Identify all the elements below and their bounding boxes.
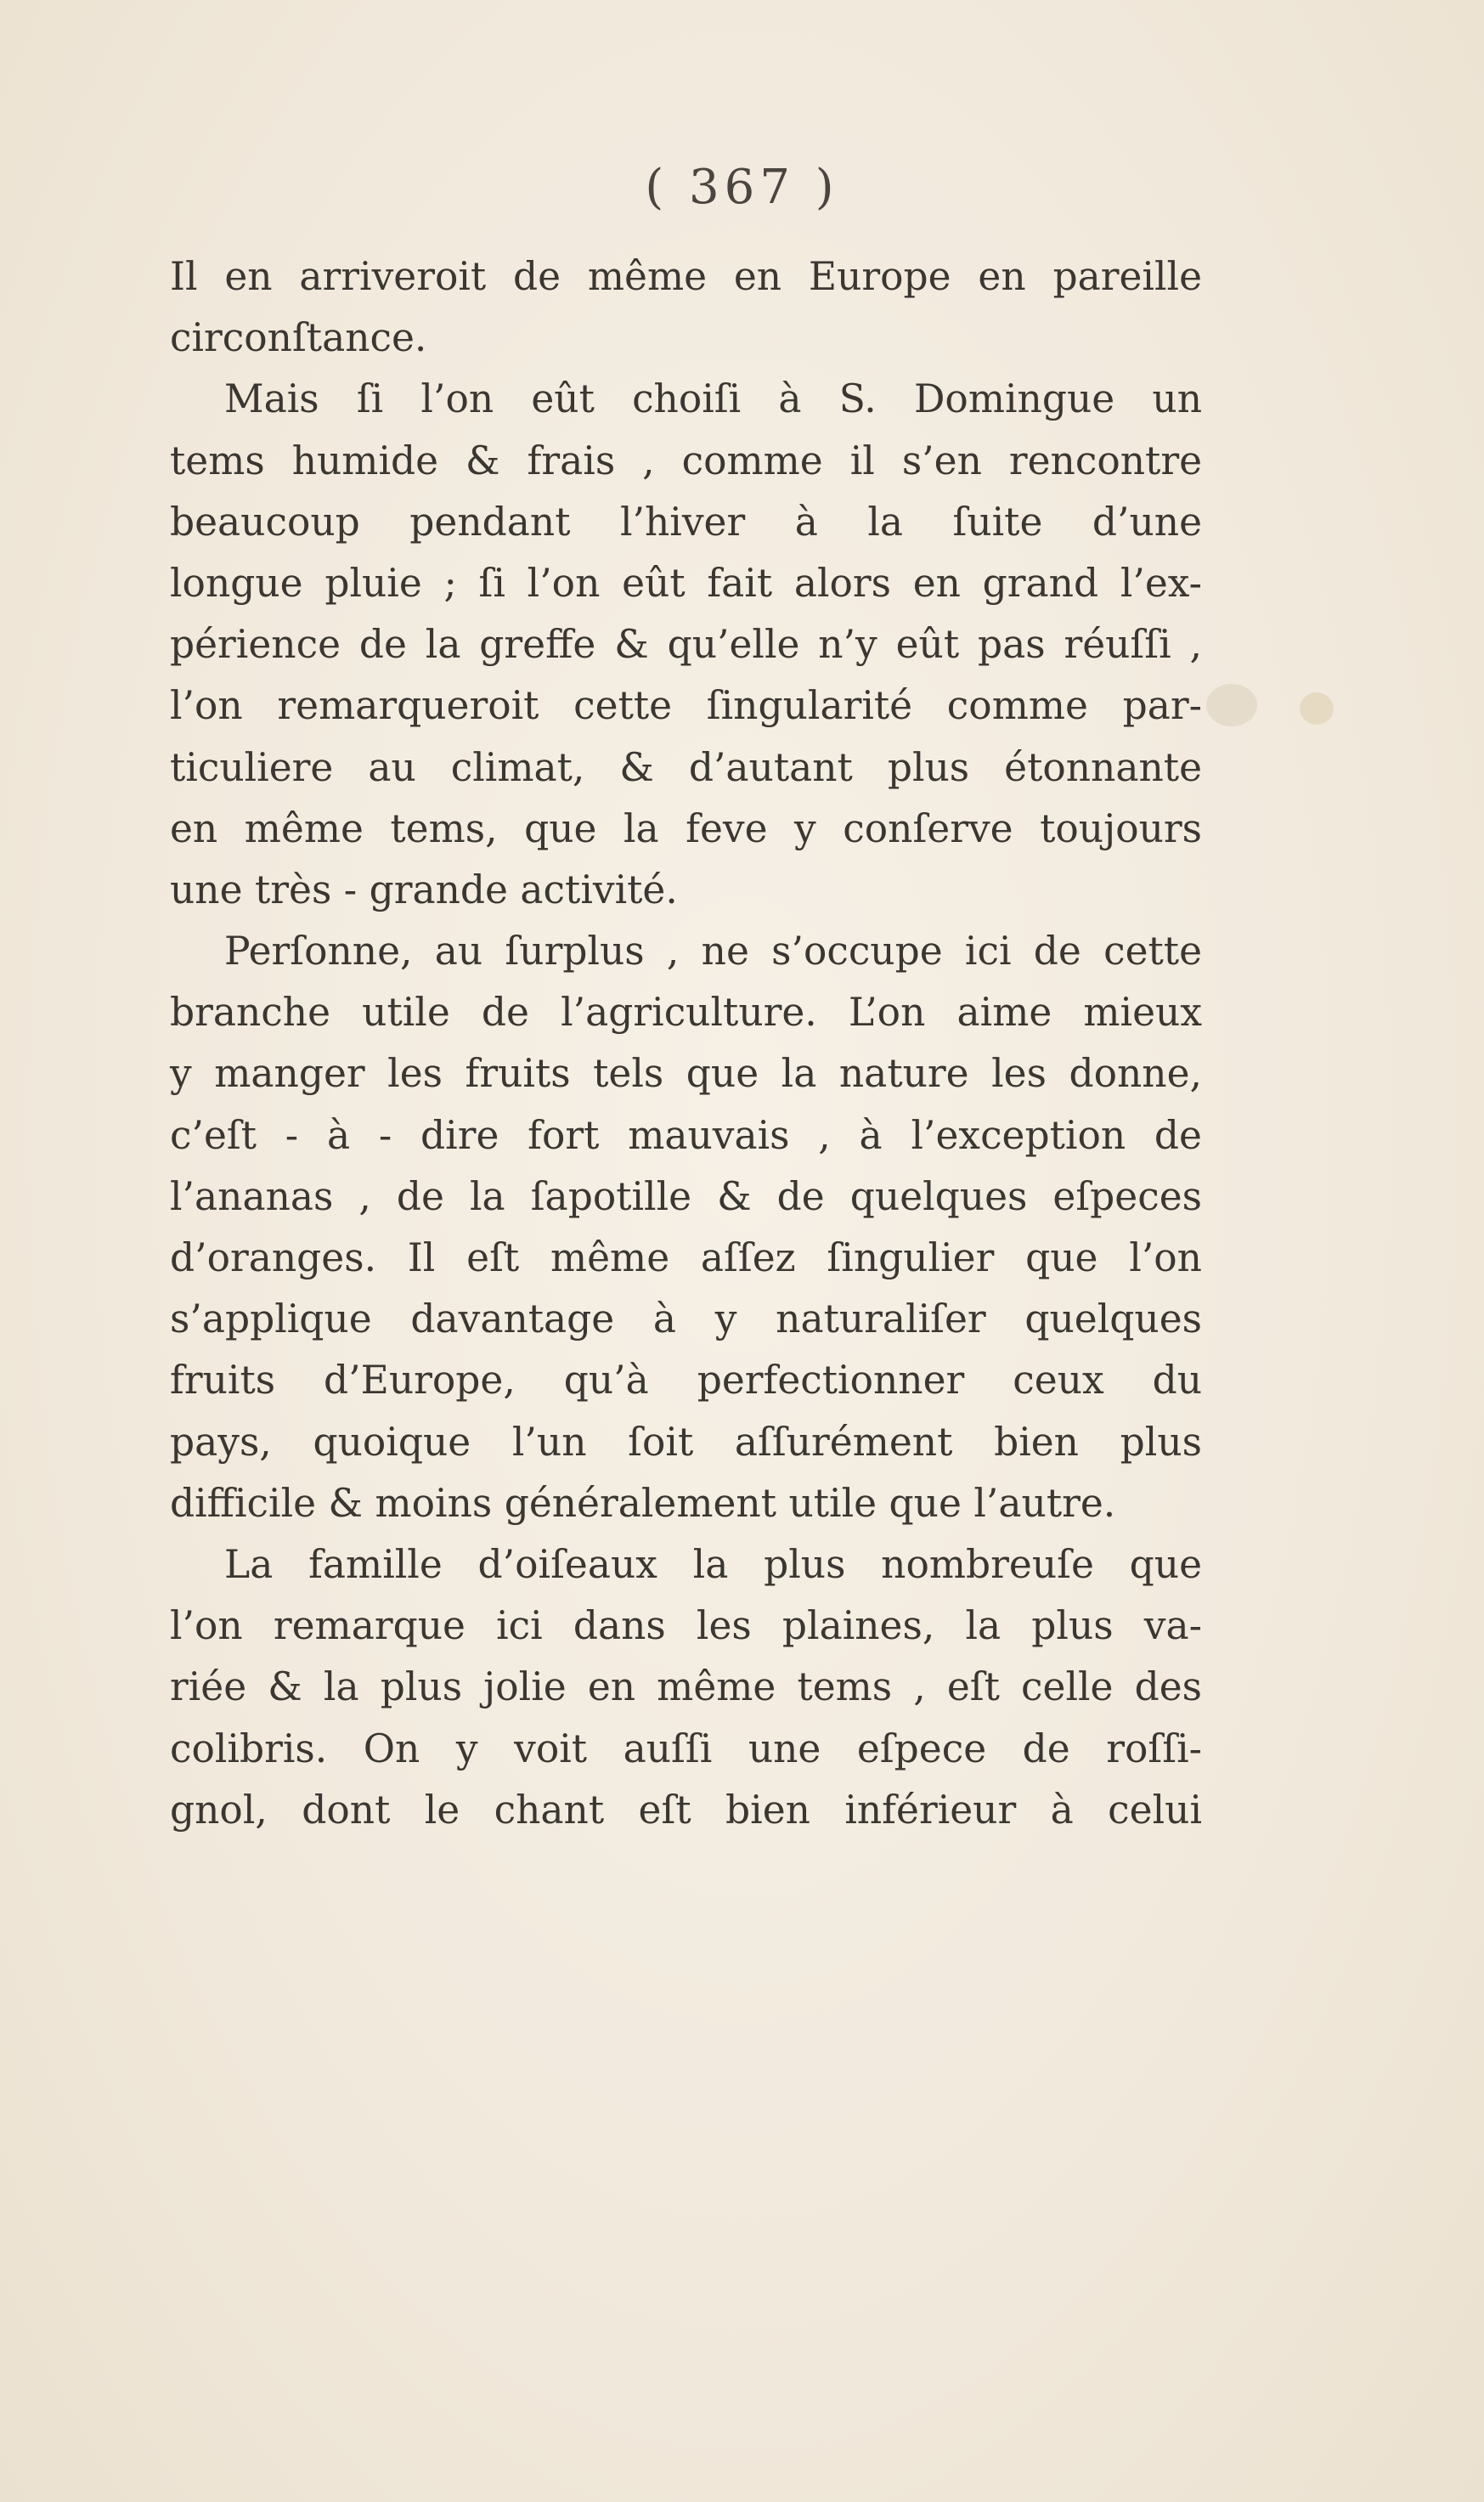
text-line: ticuliere au climat, & d’autant plus étonnante bbox=[170, 744, 1202, 790]
text-line: gnol, dont le chant eſt bien inférieur à celui bbox=[170, 1787, 1202, 1833]
text-line: une très - grande activité. bbox=[170, 867, 678, 912]
text-line: circonſtance. bbox=[170, 315, 427, 361]
text-line: en même tems, que la feve y conſerve toujours bbox=[170, 805, 1202, 851]
text-line: colibris. On y voit auſſi une eſpece de roſſi- bbox=[170, 1725, 1202, 1771]
text-line: beaucoup pendant l’hiver à la ſuite d’une bbox=[170, 499, 1202, 545]
text-line: Perſonne, au ſurplus , ne s’occupe ici de cette bbox=[224, 929, 1202, 974]
text-line: Il en arriveroit de même en Europe en pareille bbox=[170, 254, 1202, 299]
text-line: La famille d’oiſeaux la plus nombreuſe que bbox=[224, 1541, 1202, 1587]
text-line: pays, quoique l’un ſoit aſſurément bien plus bbox=[170, 1419, 1202, 1465]
paper-stain bbox=[1206, 684, 1257, 726]
text-line: tems humide & frais , comme il s’en rencontre bbox=[170, 438, 1202, 483]
text-line: s’applique davantage à y naturaliſer quelques bbox=[170, 1296, 1202, 1342]
text-line: périence de la greffe & qu’elle n’y eût pas réuſſi , bbox=[170, 622, 1202, 668]
text-line: riée & la plus jolie en même tems , eſt celle des bbox=[170, 1664, 1202, 1710]
page-number-header: ( 367 ) bbox=[645, 160, 839, 215]
text-line: longue pluie ; ſi l’on eût fait alors en grand l’ex- bbox=[170, 560, 1202, 606]
text-line: branche utile de l’agriculture. L’on aime mieux bbox=[170, 990, 1202, 1036]
text-line: l’ananas , de la ſapotille & de quelques eſpeces bbox=[170, 1173, 1202, 1219]
body-text bbox=[170, 246, 1202, 1841]
text-line: fruits d’Europe, qu’à perfectionner ceux du bbox=[170, 1358, 1202, 1403]
text-line: l’on remarque ici dans les plaines, la plus va- bbox=[170, 1603, 1202, 1649]
text-line: Mais ſi l’on eût choiſi à S. Domingue un bbox=[224, 376, 1202, 422]
text-line: difficile & moins généralement utile que l’autre. bbox=[170, 1480, 1116, 1526]
text-line: d’oranges. Il eſt même aſſez ſingulier que l’on bbox=[170, 1235, 1202, 1280]
text-line: c’eſt - à - dire fort mauvais , à l’exception de bbox=[170, 1112, 1202, 1158]
text-line: y manger les fruits tels que la nature les donne, bbox=[170, 1051, 1202, 1097]
paper-stain bbox=[1300, 692, 1334, 725]
text-line: l’on remarqueroit cette ſingularité comme par- bbox=[170, 683, 1202, 729]
